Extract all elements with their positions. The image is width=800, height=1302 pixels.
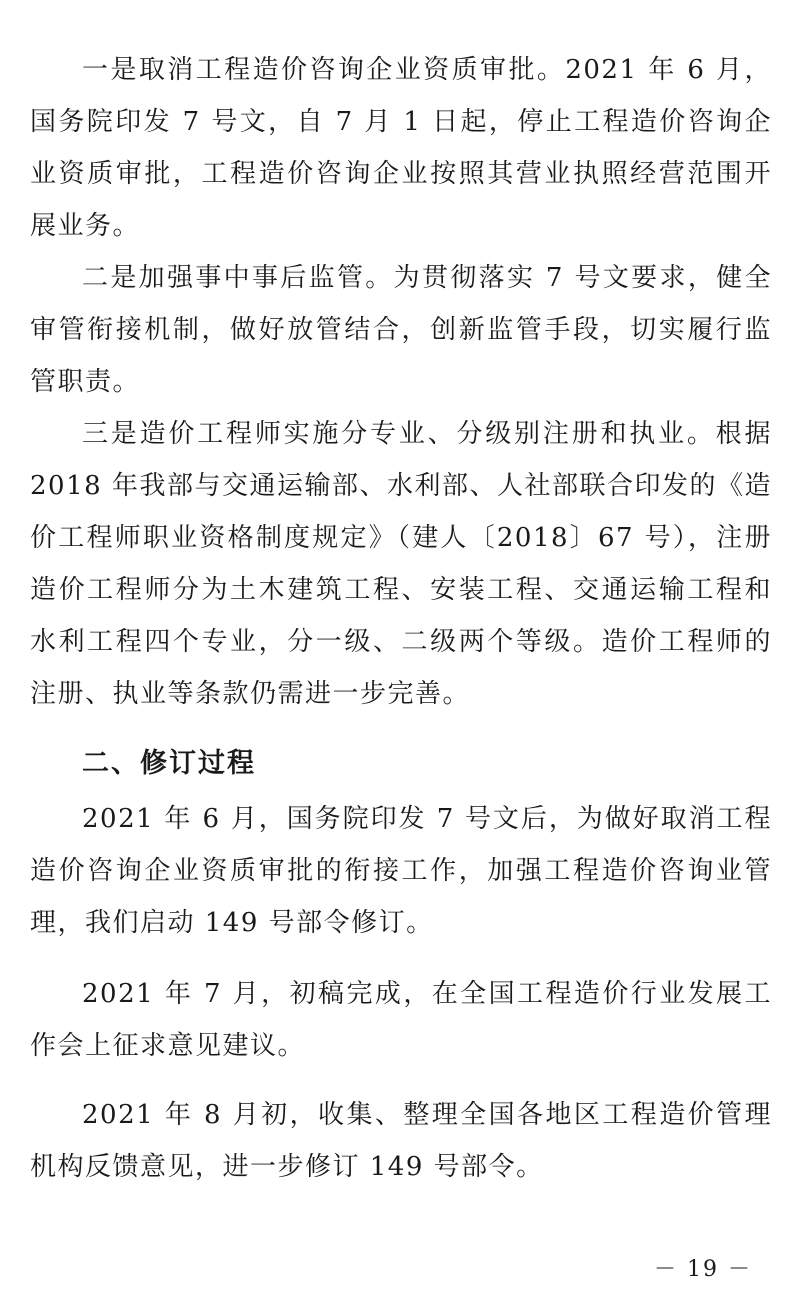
paragraph-engineer-registration: 三是造价工程师实施分专业、分级别注册和执业。根据 2018 年我部与交通运输部、水利部、人社部联合印发的《造价工程师职业资格制度规定》（建人〔2018〕67 号），注册造价工程师分为土木建筑工程、安装工程、交通运输工程和水利工程四个专业，分一级、二级两个等级。造价工程师的注册、执业等条款仍需进一步完善。 bbox=[30, 419, 772, 709]
page-number: － 19 － bbox=[654, 1257, 752, 1282]
paragraph-july-2021: 2021 年 7 月，初稿完成，在全国工程造价行业发展工作会上征求意见建议。 bbox=[30, 979, 772, 1061]
section-heading: 二、修订过程 bbox=[82, 748, 256, 779]
paragraph-cancel-qualification-approval: 一是取消工程造价咨询企业资质审批。2021 年 6 月，国务院印发 7 号文，自 7 月 1 日起，停止工程造价咨询企业资质审批，工程造价咨询企业按照其营业执照经营范围开展业务。 bbox=[30, 55, 772, 241]
paragraph-june-2021: 2021 年 6 月，国务院印发 7 号文后，为做好取消工程造价咨询企业资质审批的衔接工作，加强工程造价咨询业管理，我们启动 149 号部令修订。 bbox=[30, 804, 772, 938]
paragraph-august-2021: 2021 年 8 月初，收集、整理全国各地区工程造价管理机构反馈意见，进一步修订 149 号部令。 bbox=[30, 1100, 772, 1182]
paragraph-strengthen-supervision: 二是加强事中事后监管。为贯彻落实 7 号文要求，健全审管衔接机制，做好放管结合，创新监管手段，切实履行监管职责。 bbox=[30, 263, 772, 397]
